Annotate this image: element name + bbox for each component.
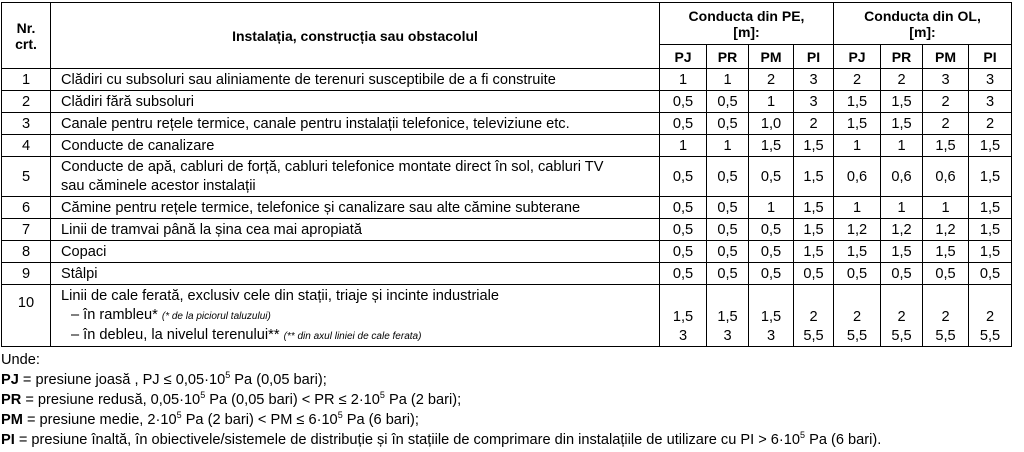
cell-value: 1 (923, 197, 969, 219)
cell-value: 0,5 (881, 263, 923, 285)
legend-key: PM (1, 412, 23, 428)
cell-value: 1 (881, 197, 923, 219)
debleu-text: – în debleu, la nivelul terenului** (71, 327, 280, 343)
cell-value (749, 285, 794, 347)
value-bottom: 5,5 (891, 328, 912, 344)
row-desc-line (61, 326, 659, 346)
cell-value (923, 285, 969, 347)
cell-value: 0,5 (660, 157, 707, 197)
header-pe-pi: PI (794, 45, 834, 69)
row-nr: 6 (2, 197, 51, 219)
table-row (2, 135, 1012, 157)
legend-text: = presiune medie, 2·10 (22, 412, 177, 428)
cell-value: 1,5 (794, 197, 834, 219)
cell-value: 3 (969, 69, 1012, 91)
header-crt: crt. (15, 35, 37, 52)
row-desc-line: sau căminele acestor instalații (61, 177, 256, 194)
cell-value: 0,5 (707, 241, 749, 263)
row-desc-line: Conducte de apă, cabluri de forță, cabluri telefonice montate direct în sol, cabluri TV (61, 158, 604, 175)
value-bottom: 5,5 (935, 328, 956, 344)
cell-value: 1 (749, 197, 794, 219)
legend-text: = presiune înaltă, în obiectivele/sistemele de distribuție și în stațiile de comprimare din instalațiile de utilizare cu PI > 6·10 (14, 432, 801, 448)
cell-value: 0,5 (707, 219, 749, 241)
cell-value: 1,5 (834, 241, 881, 263)
legend-key: PJ (1, 372, 19, 388)
cell-value: 0,5 (749, 263, 794, 285)
cell-value: 1,5 (881, 241, 923, 263)
cell-value (881, 285, 923, 347)
row-nr: 8 (2, 241, 51, 263)
cell-value: 1,5 (794, 241, 834, 263)
cell-value (834, 285, 881, 347)
cell-value: 1 (749, 91, 794, 113)
legend-text: = presiune redusă, 0,05·10 (21, 392, 201, 408)
cell-value (707, 285, 749, 347)
cell-value (969, 285, 1012, 347)
row-desc (51, 157, 660, 197)
legend-text: Pa (2 bari) < PM ≤ 6·10 (181, 412, 338, 428)
cell-value: 1 (881, 135, 923, 157)
row-nr: 9 (2, 263, 51, 285)
value-bottom: 3 (723, 328, 732, 344)
header-pe-line1: Conducta din PE, (688, 7, 805, 24)
header-nr: Nr. (16, 19, 36, 36)
cell-value: 1 (660, 135, 707, 157)
cell-value: 1 (834, 135, 881, 157)
header-ol-group (834, 3, 1012, 45)
cell-value (660, 285, 707, 347)
cell-value: 0,5 (749, 241, 794, 263)
cell-value: 1,5 (969, 241, 1012, 263)
value-top: 2 (809, 309, 818, 325)
legend (1, 350, 881, 450)
legend-pr (1, 390, 881, 410)
row-desc: Copaci (51, 241, 660, 263)
cell-value: 1,5 (794, 135, 834, 157)
row-desc: Cămine pentru rețele termice, telefonice și canalizare sau alte cămine subterane (51, 197, 660, 219)
cell-value: 2 (794, 113, 834, 135)
cell-value: 1,2 (881, 219, 923, 241)
cell-value: 0,5 (660, 263, 707, 285)
table-row (2, 69, 1012, 91)
value-top: 1,5 (672, 309, 694, 325)
cell-value: 0,5 (749, 157, 794, 197)
header-nr-crt (2, 3, 51, 69)
row-desc: Canale pentru rețele termice, canale pentru instalații telefonice, televiziune etc. (51, 113, 660, 135)
rambleu-text: – în rambleu* (71, 307, 158, 323)
row-desc: Clădiri fără subsoluri (51, 91, 660, 113)
cell-value: 0,6 (923, 157, 969, 197)
cell-value: 2 (881, 69, 923, 91)
cell-value (794, 285, 834, 347)
header-pe-line2: [m]: (733, 23, 760, 40)
cell-value: 2 (969, 113, 1012, 135)
value-top: 2 (985, 309, 995, 325)
legend-text: Pa (0,05 bari); (230, 372, 327, 388)
cell-value: 3 (794, 91, 834, 113)
header-ol-pm: PM (923, 45, 969, 69)
cell-value: 0,5 (707, 91, 749, 113)
value-bottom: 5,5 (846, 328, 868, 344)
header-installation: Instalația, construcția sau obstacolul (51, 3, 660, 69)
cell-value: 1 (707, 69, 749, 91)
legend-key: PI (1, 432, 15, 448)
cell-value: 0,5 (707, 197, 749, 219)
row-nr: 5 (2, 157, 51, 197)
legend-key: PR (1, 392, 22, 408)
cell-value: 1,5 (834, 91, 881, 113)
value-top: 2 (897, 309, 906, 325)
legend-text: Pa (6 bari); (342, 412, 419, 428)
legend-exponent: 5 (800, 430, 806, 441)
value-bottom: 5,5 (979, 328, 1001, 344)
header-ol-line1: Conducta din OL, (864, 7, 981, 24)
cell-value: 1,5 (969, 219, 1012, 241)
cell-value: 1,5 (881, 91, 923, 113)
header-ol-pr: PR (881, 45, 923, 69)
value-top: 2 (941, 309, 950, 325)
distance-table (1, 2, 1012, 347)
value-bottom: 5,5 (803, 328, 824, 344)
legend-text: Pa (2 bari); (384, 392, 462, 408)
cell-value: 1 (707, 135, 749, 157)
cell-value: 0,6 (881, 157, 923, 197)
table-row (2, 263, 1012, 285)
cell-value: 0,6 (834, 157, 881, 197)
legend-exponent: 5 (337, 410, 343, 421)
table-row (2, 219, 1012, 241)
row-nr: 10 (2, 285, 51, 347)
cell-value: 2 (834, 69, 881, 91)
row-nr: 7 (2, 219, 51, 241)
cell-value: 1,5 (923, 241, 969, 263)
rambleu-note: (* de la piciorul taluzului) (161, 311, 271, 322)
value-top: 1,5 (760, 309, 782, 325)
header-pe-group (660, 3, 834, 45)
header-pe-pr: PR (707, 45, 749, 69)
table-row (2, 197, 1012, 219)
cell-value: 1,5 (923, 135, 969, 157)
legend-pj (1, 370, 881, 390)
cell-value: 3 (794, 69, 834, 91)
legend-intro: Unde: (1, 352, 40, 368)
cell-value: 0,5 (660, 197, 707, 219)
cell-value: 0,5 (749, 219, 794, 241)
table-row (2, 285, 1012, 347)
cell-value: 0,5 (969, 263, 1012, 285)
legend-text: Pa (0,05 bari) < PR ≤ 2·10 (205, 392, 380, 408)
cell-value: 2 (923, 91, 969, 113)
cell-value: 2 (923, 113, 969, 135)
legend-pm (1, 410, 881, 430)
row-desc-line (61, 306, 659, 326)
cell-value: 1,5 (794, 157, 834, 197)
row-desc: Stâlpi (51, 263, 660, 285)
cell-value: 0,5 (794, 263, 834, 285)
legend-exponent: 5 (200, 390, 206, 401)
row-nr: 2 (2, 91, 51, 113)
table-row (2, 113, 1012, 135)
debleu-note: (** din axul liniei de cale ferata) (283, 331, 422, 342)
cell-value: 0,5 (834, 263, 881, 285)
cell-value: 3 (923, 69, 969, 91)
cell-value: 1,5 (969, 135, 1012, 157)
table-row (2, 157, 1012, 197)
cell-value: 0,5 (660, 219, 707, 241)
value-bottom: 3 (678, 328, 688, 344)
value-top: 2 (852, 309, 862, 325)
value-top: 1,5 (717, 309, 738, 325)
cell-value: 1,5 (834, 113, 881, 135)
cell-value: 1,5 (969, 197, 1012, 219)
header-ol-pi: PI (969, 45, 1012, 69)
cell-value: 1,0 (749, 113, 794, 135)
row-desc: Conducte de canalizare (51, 135, 660, 157)
cell-value: 1,5 (881, 113, 923, 135)
row-desc (51, 285, 660, 347)
value-bottom: 3 (766, 328, 776, 344)
cell-value: 1 (660, 69, 707, 91)
cell-value: 1,2 (834, 219, 881, 241)
cell-value: 0,5 (660, 113, 707, 135)
header-pe-pm: PM (749, 45, 794, 69)
header-ol-line2: [m]: (909, 23, 936, 40)
cell-value: 0,5 (923, 263, 969, 285)
legend-pi (1, 430, 881, 450)
cell-value: 0,5 (707, 157, 749, 197)
legend-exponent: 5 (379, 390, 385, 401)
distance-table-wrapper (1, 2, 1012, 347)
row-desc: Clădiri cu subsoluri sau aliniamente de terenuri susceptibile de a fi construite (51, 69, 660, 91)
row-nr: 3 (2, 113, 51, 135)
row-nr: 4 (2, 135, 51, 157)
cell-value: 1,5 (749, 135, 794, 157)
cell-value: 1 (834, 197, 881, 219)
cell-value: 1,2 (923, 219, 969, 241)
cell-value: 0,5 (660, 241, 707, 263)
cell-value: 0,5 (660, 91, 707, 113)
legend-exponent: 5 (225, 370, 231, 381)
header-ol-pj: PJ (834, 45, 881, 69)
row-desc-line: Linii de cale ferată, exclusiv cele din stații, triaje și incinte industriale (61, 288, 500, 304)
cell-value: 2 (749, 69, 794, 91)
cell-value: 3 (969, 91, 1012, 113)
row-nr: 1 (2, 69, 51, 91)
table-row (2, 91, 1012, 113)
row-desc: Linii de tramvai până la șina cea mai apropiată (51, 219, 660, 241)
legend-text: = presiune joasă , PJ ≤ 0,05·10 (18, 372, 226, 388)
cell-value: 1,5 (794, 219, 834, 241)
table-row (2, 241, 1012, 263)
cell-value: 1,5 (969, 157, 1012, 197)
cell-value: 0,5 (707, 263, 749, 285)
legend-text: Pa (6 bari). (805, 432, 882, 448)
legend-exponent: 5 (176, 410, 182, 421)
header-pe-pj: PJ (660, 45, 707, 69)
cell-value: 0,5 (707, 113, 749, 135)
